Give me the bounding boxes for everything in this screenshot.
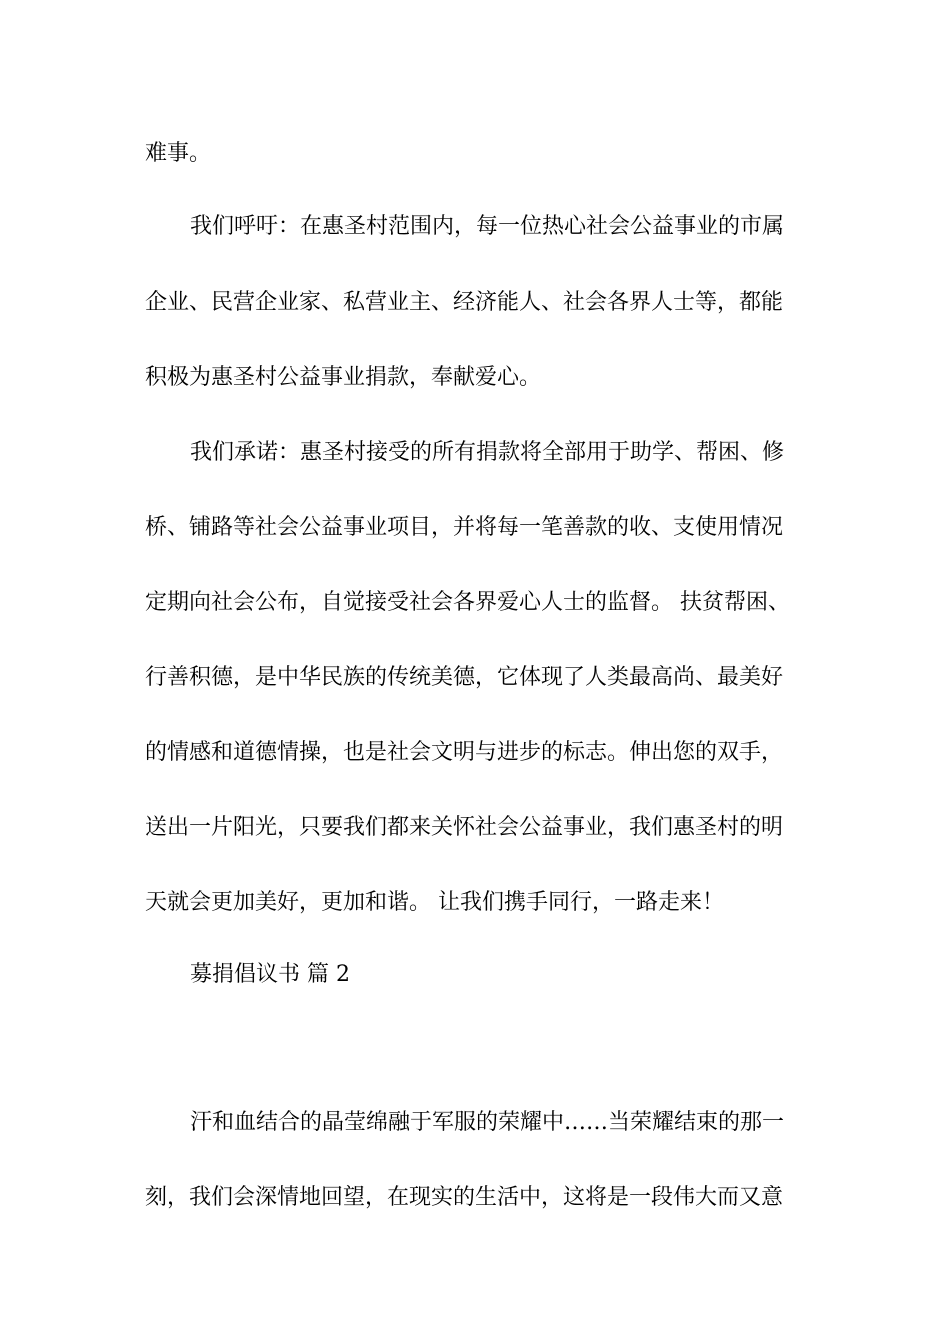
text-line: 难事。: [145, 141, 212, 166]
paragraph-start-line: 我们承诺：惠圣村接受的所有捐款将全部用于助学、帮困、修: [190, 440, 785, 465]
text-line: 定期向社会公布，自觉接受社会各界爱心人士的监督。 扶贫帮困、: [145, 590, 790, 615]
paragraph-start-line: 我们呼吁：在惠圣村范围内，每一位热心社会公益事业的市属: [190, 214, 785, 239]
text-line: 送出一片阳光，只要我们都来关怀社会公益事业，我们惠圣村的明: [145, 815, 784, 840]
text-line: 天就会更加美好，更加和谐。 让我们携手同行，一路走来！: [145, 890, 724, 915]
text-line: 桥、铺路等社会公益事业项目，并将每一笔善款的收、支使用情况: [145, 515, 784, 540]
text-line: 的情感和道德情操，也是社会文明与进步的标志。伸出您的双手，: [145, 740, 784, 765]
text-line: 积极为惠圣村公益事业捐款，奉献爱心。: [145, 365, 542, 390]
section-heading: 募捐倡议书 篇 2: [190, 962, 350, 987]
text-line: 行善积德，是中华民族的传统美德，它体现了人类最高尚、最美好: [145, 665, 784, 690]
paragraph-start-line: 汗和血结合的晶莹绵融于军服的荣耀中……当荣耀结束的那一: [190, 1110, 785, 1135]
text-line: 刻，我们会深情地回望，在现实的生活中，这将是一段伟大而又意: [145, 1185, 784, 1210]
text-line: 企业、民营企业家、私营业主、经济能人、社会各界人士等，都能: [145, 290, 784, 315]
